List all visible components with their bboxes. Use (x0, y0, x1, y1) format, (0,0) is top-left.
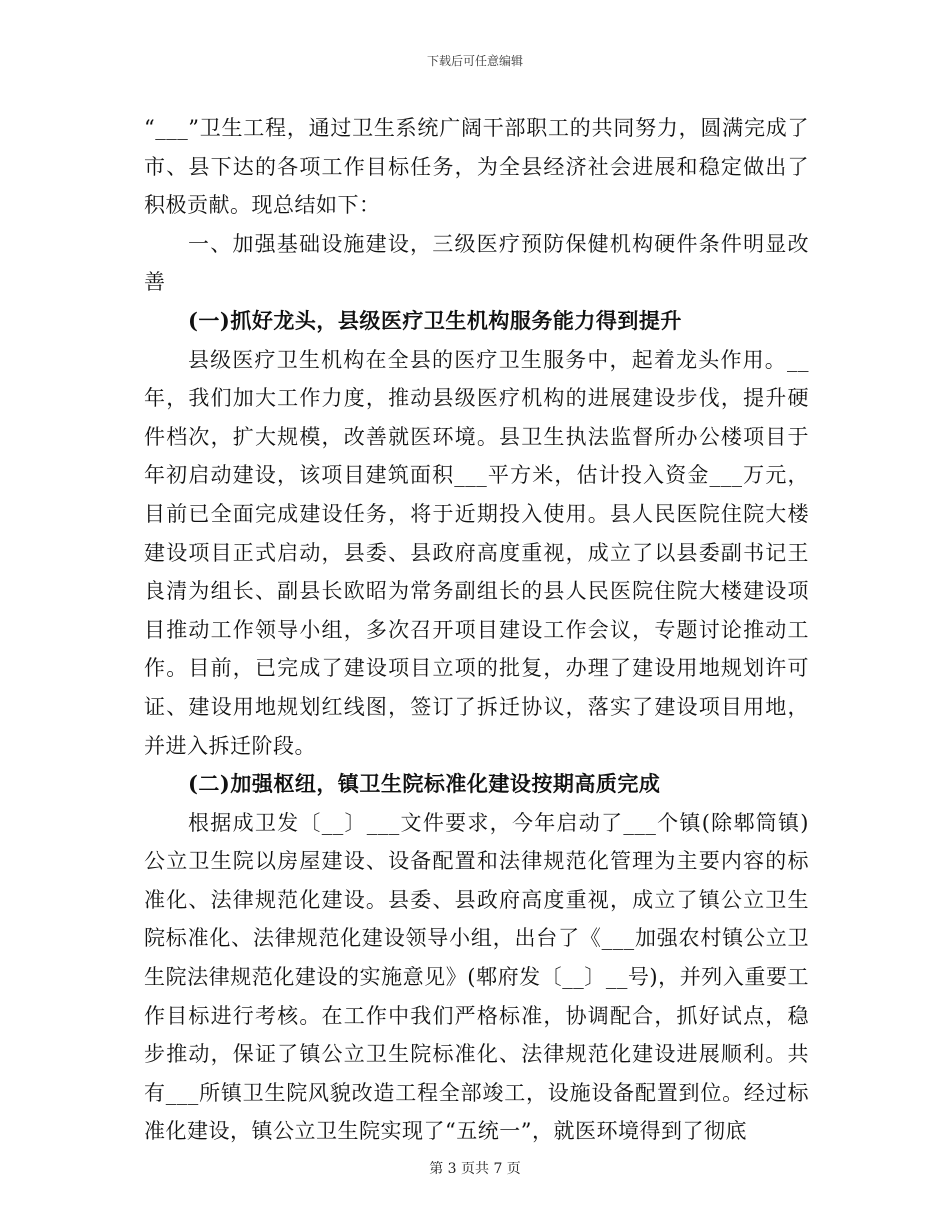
paragraph-town-hospitals: 根据成卫发〔__〕___文件要求，今年启动了___个镇(除郫筒镇)公立卫生院以房屋建设、设备配置和法律规范化管理为主要内容的标准化、法律规范化建设。县委、县政府高度重视，成立了镇公立卫生院标准化、法律规范化建设领导小组，出台了《___加强农村镇公立卫生院法律规范化建设的实施意见》(郫府发〔__〕__号)，并列入重要工作目标进行考核。在工作中我们严格标准，协调配合，抓好试点，稳步推动，保证了镇公立卫生院标准化、法律规范化建设进展顺利。共有___所镇卫生院风貌改造工程全部竣工，设施设备配置到位。经过标准化建设，镇公立卫生院实现了“五统一”，就医环境得到了彻底 (144, 810, 809, 1144)
paragraph-intro-continuation: “___”卫生工程，通过卫生系统广阔干部职工的共同努力，圆满完成了市、县下达的各项工作目标任务，为全县经济社会进展和稳定做出了积极贡献。现总结如下： (144, 116, 809, 218)
subsection-heading-town-hospitals: (二)加强枢纽，镇卫生院标准化建设按期高质完成 (188, 771, 661, 797)
section-heading-infrastructure: 一、加强基础设施建设，三级医疗预防保健机构硬件条件明显改善 (144, 231, 809, 295)
document-body (144, 109, 809, 1151)
page-number: 第 3 页共 7 页 (429, 1161, 521, 1177)
paragraph-county-institutions: 县级医疗卫生机构在全县的医疗卫生服务中，起着龙头作用。__年，我们加大工作力度，推动县级医疗机构的进展建设步伐，提升硬件档次，扩大规模，改善就医环境。县卫生执法监督所办公楼项目于年初启动建设，该项目建筑面积___平方米，估计投入资金___万元，目前已全面完成建设任务，将于近期投入使用。县人民医院住院大楼建设项目正式启动，县委、县政府高度重视，成立了以县委副书记王良清为组长、副县长欧昭为常务副组长的县人民医院住院大楼建设项目推动工作领导小组，多次召开项目建设工作会议，专题讨论推动工作。目前，已完成了建设项目立项的批复，办理了建设用地规划许可证、建设用地规划红线图，签订了拆迁协议，落实了建设项目用地，并进入拆迁阶段。 (144, 347, 809, 758)
subsection-heading-county-institutions: (一)抓好龙头，县级医疗卫生机构服务能力得到提升 (188, 307, 682, 333)
page-header: 下载后可任意编辑 (426, 54, 523, 68)
